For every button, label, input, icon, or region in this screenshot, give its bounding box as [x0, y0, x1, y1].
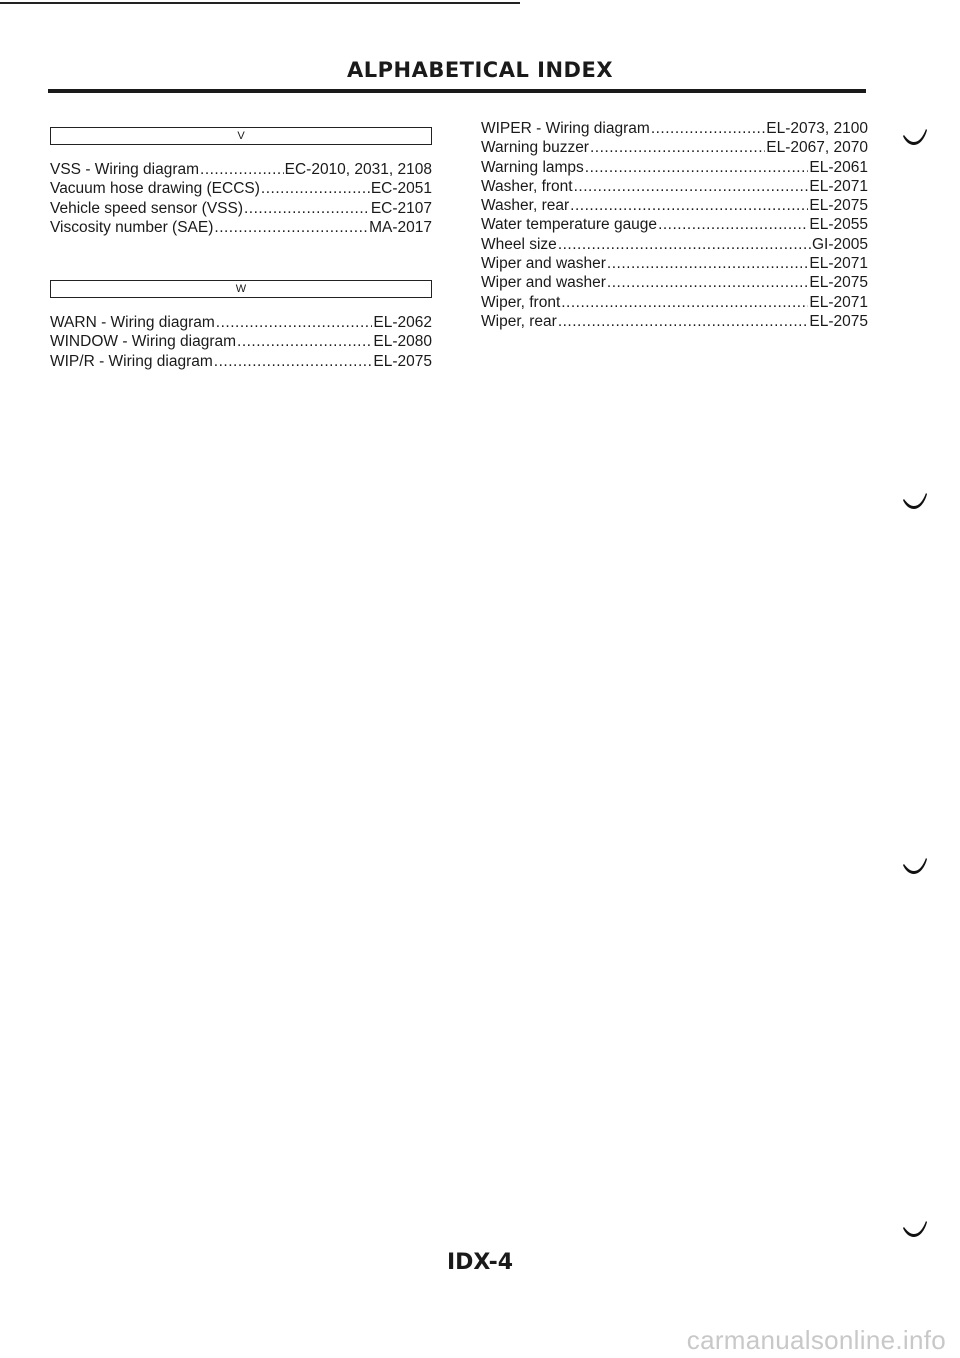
index-entry	[50, 161, 432, 180]
page-number: IDX-4	[446, 1250, 514, 1275]
entry-page-ref: EL-2062	[373, 314, 432, 331]
dot-leader	[570, 197, 808, 215]
index-entry	[481, 197, 868, 216]
entry-page-ref: EL-2075	[809, 312, 868, 330]
index-entry	[481, 159, 868, 178]
entry-name: Washer, front	[481, 177, 573, 195]
dot-leader	[237, 333, 372, 351]
title-underline	[48, 89, 866, 93]
entry-page-ref: EL-2075	[373, 352, 432, 370]
entry-name: Wheel size	[481, 235, 557, 253]
index-entry	[481, 139, 868, 158]
entry-page-ref: EC-2010, 2031, 2108	[284, 161, 432, 178]
entry-page-ref: MA-2017	[369, 218, 432, 236]
index-entry	[50, 353, 432, 372]
entry-page-ref: EL-2075	[809, 274, 868, 292]
entry-page-ref: EL-2075	[809, 197, 868, 215]
entry-page-ref: EL-2080	[373, 333, 432, 351]
dot-leader	[574, 178, 809, 196]
entry-page-ref: EL-2071	[809, 177, 868, 195]
entry-page-ref: EL-2055	[809, 216, 868, 234]
index-entry	[481, 313, 868, 332]
entry-name: WARN - Wiring diagram	[50, 314, 215, 331]
index-entry	[481, 236, 868, 255]
dot-leader	[558, 236, 811, 254]
index-entry	[481, 294, 868, 313]
index-entry	[481, 216, 868, 235]
index-entry	[50, 219, 432, 238]
entry-name: Warning buzzer	[481, 139, 589, 157]
entry-page-ref: EL-2071	[809, 255, 868, 273]
entry-name: Wiper and washer	[481, 274, 606, 292]
entry-name: Viscosity number (SAE)	[50, 218, 214, 236]
index-entry	[481, 274, 868, 293]
dot-leader	[651, 120, 765, 138]
entry-name: Wiper, rear	[481, 312, 557, 330]
entry-name: Water temperature gauge	[481, 216, 658, 234]
entry-name: Wiper and washer	[481, 255, 606, 273]
top-border-rule	[0, 2, 520, 4]
check-mark-icon	[902, 1218, 928, 1238]
dot-leader	[216, 314, 373, 332]
entry-page-ref: EL-2061	[809, 158, 868, 176]
dot-leader	[214, 219, 368, 237]
index-entry	[481, 178, 868, 197]
dot-leader	[244, 200, 370, 218]
section-letter-w: W	[235, 283, 247, 295]
section-header-v	[50, 127, 432, 145]
section-header-w	[50, 280, 432, 298]
entry-page-ref: EL-2073, 2100	[766, 120, 868, 137]
dot-leader	[607, 274, 808, 292]
dot-leader	[607, 255, 808, 273]
entry-page-ref: EC-2107	[370, 199, 432, 217]
index-entry	[50, 180, 432, 199]
entry-page-ref: GI-2005	[811, 235, 868, 253]
index-entry	[50, 333, 432, 352]
dot-leader	[200, 161, 284, 179]
dot-leader	[261, 180, 370, 198]
index-entry	[50, 314, 432, 333]
check-mark-icon	[902, 490, 928, 510]
entry-page-ref: EL-2071	[809, 293, 868, 311]
dot-leader	[658, 216, 808, 234]
watermark-text: carmanualsonline.info	[686, 1325, 946, 1355]
section-w-entries	[50, 314, 432, 372]
entry-name: Vacuum hose drawing (ECCS)	[50, 180, 260, 198]
section-letter-v: V	[237, 130, 245, 142]
check-mark-icon	[902, 855, 928, 875]
entry-name: Warning lamps	[481, 158, 584, 176]
entry-name: Wiper, front	[481, 293, 561, 311]
entry-name: WIP/R - Wiring diagram	[50, 352, 213, 370]
dot-leader	[561, 294, 808, 312]
page-title: ALPHABETICAL INDEX	[346, 58, 614, 82]
index-entry	[50, 200, 432, 219]
entry-page-ref: EL-2067, 2070	[766, 139, 868, 157]
index-entry	[481, 255, 868, 274]
dot-leader	[214, 353, 373, 371]
entry-page-ref: EC-2051	[370, 180, 432, 198]
entry-name: VSS - Wiring diagram	[50, 161, 200, 178]
entry-name: Washer, rear	[481, 197, 570, 215]
dot-leader	[585, 159, 809, 177]
dot-leader	[558, 313, 809, 331]
section-v-entries	[50, 161, 432, 238]
index-entry	[481, 120, 868, 139]
entry-name: Vehicle speed sensor (VSS)	[50, 199, 243, 217]
check-mark-icon	[902, 126, 928, 146]
dot-leader	[590, 139, 765, 157]
entry-name: WINDOW - Wiring diagram	[50, 333, 237, 351]
entry-name: WIPER - Wiring diagram	[481, 120, 650, 137]
right-column-entries	[481, 120, 868, 332]
